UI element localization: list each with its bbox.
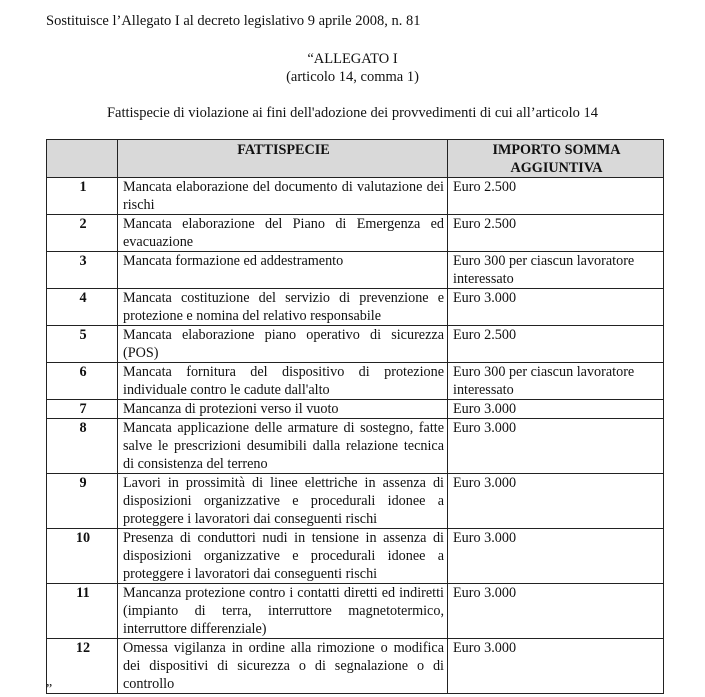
table-row xyxy=(47,326,664,363)
row-amount: Euro 3.000 xyxy=(448,400,664,419)
row-case: Mancanza di protezioni verso il vuoto xyxy=(118,400,448,419)
table-row xyxy=(47,363,664,400)
row-number: 1 xyxy=(47,178,118,215)
table-caption: Fattispecie di violazione ai fini dell'adozione dei provvedimenti di cui all’articolo 14 xyxy=(106,105,599,121)
header-case: FATTISPECIE xyxy=(118,140,448,178)
table-row xyxy=(47,289,664,326)
table-row xyxy=(47,419,664,474)
row-case: Mancata formazione ed addestramento xyxy=(118,252,448,289)
table-row xyxy=(47,474,664,529)
row-number: 12 xyxy=(47,639,118,694)
table-row xyxy=(47,529,664,584)
row-case: Presenza di conduttori nudi in tensione in assenza di disposizioni organizzative e procedurali idonee a proteggere i lavoratori dai conseguenti rischi xyxy=(118,529,448,584)
document-intro: Sostituisce l’Allegato I al decreto legislativo 9 aprile 2008, n. 81 xyxy=(46,13,421,29)
row-case: Omessa vigilanza in ordine alla rimozione o modifica dei dispositivi di sicurezza o di segnalazione o di controllo xyxy=(118,639,448,694)
table-row xyxy=(47,252,664,289)
row-number: 4 xyxy=(47,289,118,326)
row-case: Mancanza protezione contro i contatti diretti ed indiretti (impianto di terra, interruttore magnetotermico, interruttore differenziale) xyxy=(118,584,448,639)
row-number: 11 xyxy=(47,584,118,639)
header-number xyxy=(47,140,118,178)
table-header-row xyxy=(47,140,664,178)
row-number: 9 xyxy=(47,474,118,529)
annex-reference: (articolo 14, comma 1) xyxy=(286,69,419,85)
row-case: Mancata applicazione delle armature di sostegno, fatte salve le prescrizioni desumibili dalla relazione tecnica di consistenza del terreno xyxy=(118,419,448,474)
row-amount: Euro 3.000 xyxy=(448,474,664,529)
table-row xyxy=(47,178,664,215)
row-number: 6 xyxy=(47,363,118,400)
row-number: 7 xyxy=(47,400,118,419)
row-case: Mancata costituzione del servizio di prevenzione e protezione e nomina del relativo responsabile xyxy=(118,289,448,326)
row-number: 10 xyxy=(47,529,118,584)
row-amount: Euro 3.000 xyxy=(448,289,664,326)
header-amount: IMPORTO SOMMA AGGIUNTIVA xyxy=(448,140,664,178)
row-amount: Euro 2.500 xyxy=(448,215,664,252)
row-amount: Euro 3.000 xyxy=(448,419,664,474)
row-case: Mancata elaborazione del Piano di Emergenza ed evacuazione xyxy=(118,215,448,252)
row-number: 8 xyxy=(47,419,118,474)
table-body xyxy=(46,178,664,697)
row-amount: Euro 2.500 xyxy=(448,178,664,215)
row-case: Mancata elaborazione piano operativo di sicurezza (POS) xyxy=(118,326,448,363)
row-amount: Euro 3.000 xyxy=(448,639,664,694)
violations-table xyxy=(46,139,664,697)
row-case: Mancata fornitura del dispositivo di protezione individuale contro le cadute dall'alto xyxy=(118,363,448,400)
row-number: 2 xyxy=(47,215,118,252)
row-amount: Euro 2.500 xyxy=(448,326,664,363)
row-amount: Euro 300 per ciascun lavoratore interessato xyxy=(448,363,664,400)
table-row xyxy=(47,584,664,639)
row-amount: Euro 3.000 xyxy=(448,584,664,639)
closing-quote: ” xyxy=(46,682,53,697)
annex-title: “ALLEGATO I xyxy=(307,51,398,67)
table-row xyxy=(47,400,664,419)
row-case: Lavori in prossimità di linee elettriche in assenza di disposizioni organizzative e procedurali idonee a proteggere i lavoratori dai conseguenti rischi xyxy=(118,474,448,529)
row-amount: Euro 300 per ciascun lavoratore interessato xyxy=(448,252,664,289)
table-row xyxy=(47,215,664,252)
row-number: 5 xyxy=(47,326,118,363)
row-case: Mancata elaborazione del documento di valutazione dei rischi xyxy=(118,178,448,215)
row-number: 3 xyxy=(47,252,118,289)
table-row xyxy=(47,639,664,694)
row-amount: Euro 3.000 xyxy=(448,529,664,584)
